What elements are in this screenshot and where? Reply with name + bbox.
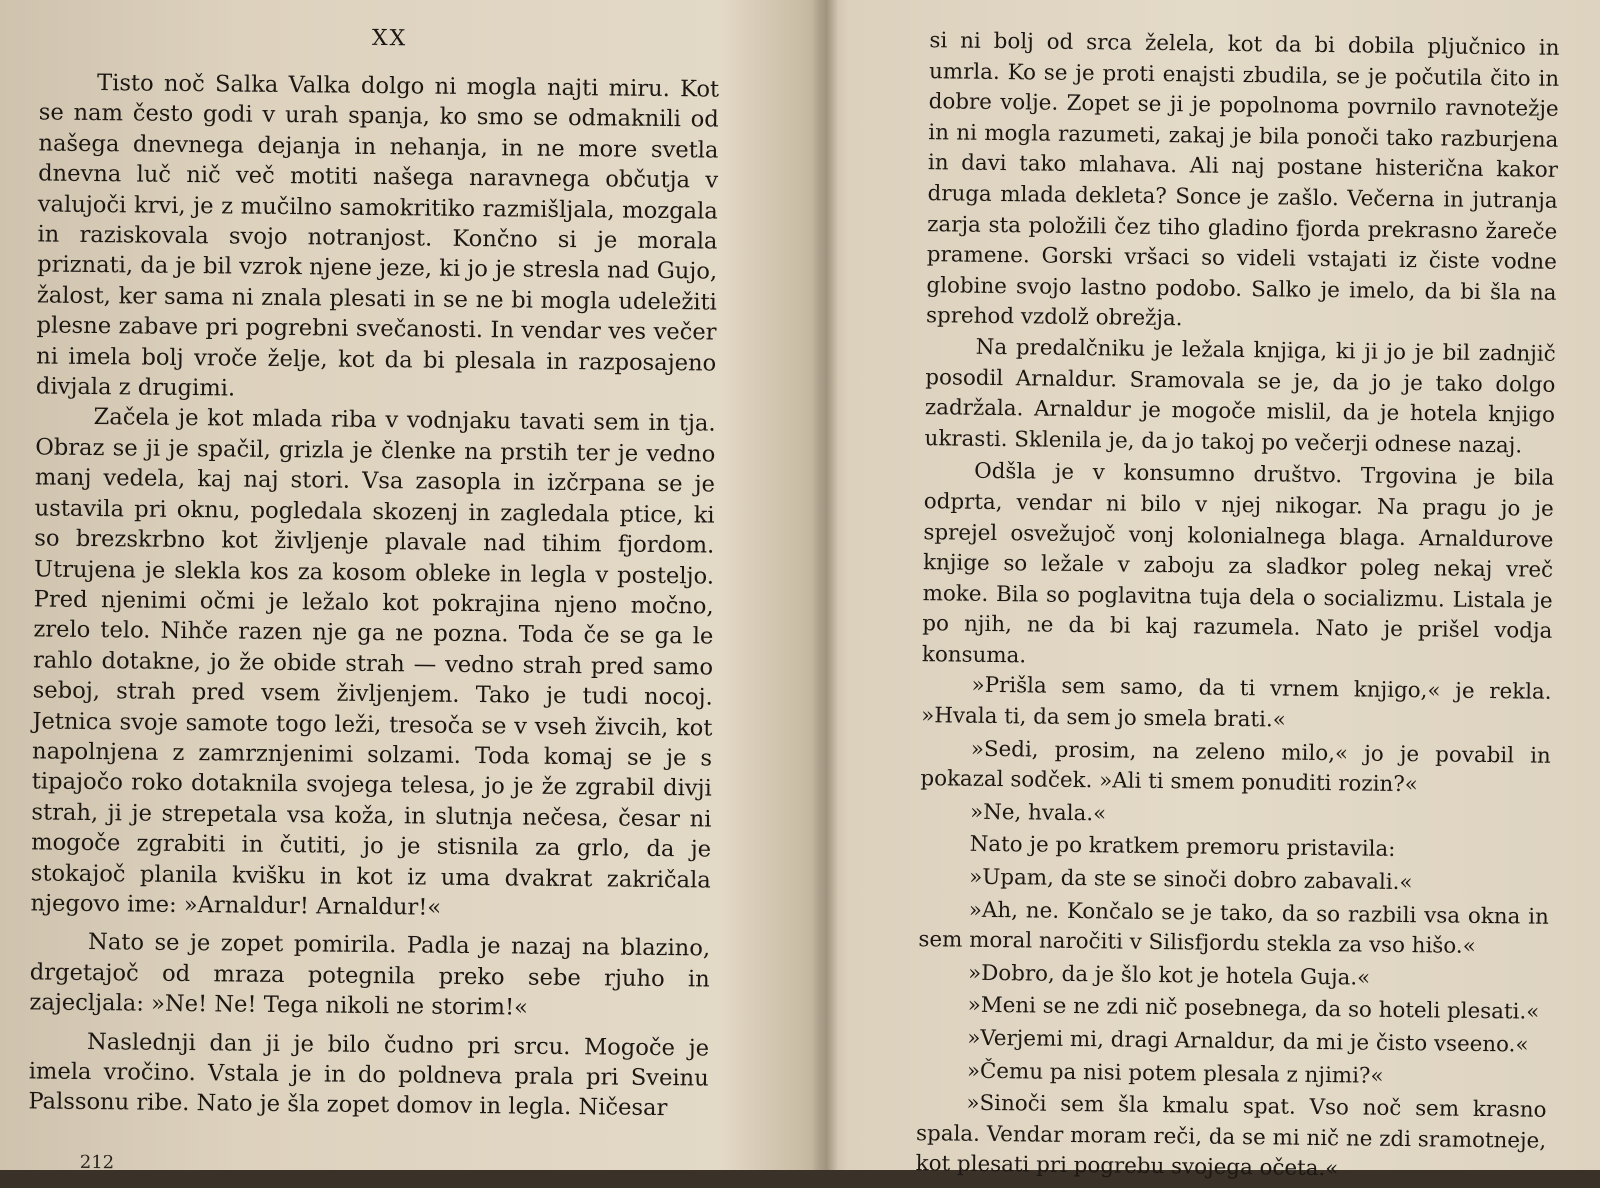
- dialogue-line: »Ne, hvala.«: [969, 799, 1107, 827]
- dialogue-line: »Ah, ne. Končalo se je tako, da so razbili vsa okna in sem moral naročiti v Silisfjordu stekla za vso hišo.«: [918, 897, 1549, 960]
- paragraph: si ni bolj od srca želela, kot da bi dobila pljučnico in umrla. Ko se je proti enajsti zbudila, se je počutila čito in dobre volje. Zopet se ji je popolnoma povrnilo ravnotežje in ni mogla razumeti, zakaj je bila ponoči tako razburjena in davi tako mlahava. Ali naj postane histerična kakor druga mlada dekleta? Sonce je zašlo. Večerna in jutranja zarja sta položili čez tiho gladino fjorda prekrasno žareče pramene. Gorski vršaci so videli vstajati iz čiste vodne globine svojo lastno podobo. Salko je imelo, da bi šla na sprehod vzdolž obrežja.: [925, 28, 1560, 332]
- dialogue-line: »Sedi, prosim, na zeleno milo,« jo je povabil in pokazal sodček. »Ali ti smem ponuditi rozin?«: [920, 736, 1551, 798]
- paragraph: Nato se je zopet pomirila. Padla je nazaj na blazino, drgetajoč od mraza potegnila preko sebe rjuho in zajecljala: »Ne! Ne! Tega nikoli ne storim!«: [29, 929, 711, 1021]
- dialogue-line: »Sinoči sem šla kmalu spat. Vso noč sem krasno spala. Vendar moram reči, da se mi nič ne zdi sramotneje, kot plesati pri pogrebu svojega očeta.«: [915, 1090, 1547, 1182]
- paragraph: Odšla je v konsumno društvo. Trgovina je bila odprta, vendar ni bilo v njej nikogar. Na pragu jo je sprejel osvežujoč vonj kolonialnega blaga. Arnaldurove knjige so ležale v zaboju za sladkor poleg nekaj vreč moke. Bila so poglavitna tuja dela o socializmu. Listala je po njih, ne da bi kaj razumela. Nato je prišel vodja konsuma.: [921, 459, 1555, 669]
- paragraph: Na predalčniku je ležala knjiga, ki ji jo je bil zadnjič posodil Arnaldur. Sramovala se je, da jo je tako dolgo zadržala. Arnaldur je mogoče mislil, da je hotela knjigo ukrasti. Sklenila je, da jo takoj po večerji odnese nazaj.: [924, 334, 1556, 459]
- left-page-body: [28, 67, 719, 1124]
- paragraph: Nato je po kratkem premoru pristavila:: [969, 832, 1396, 863]
- paragraph: Tisto noč Salka Valka dolgo ni mogla najti miru. Kot se nam često godi v urah spanja, ko smo se odmaknili od našega dnevnega dejanja in nehanja, in ne more svetla dnevna luč nič več motiti našega naravnega občutja v valujoči krvi, je z mučilno samokritiko razmišljala, mozgala in raziskovala svojo notranjost. Končno si je morala priznati, da je bil vzrok njene jeze, ki jo je stresla nad Gujo, žalost, ker sama ni znala plesati in se ne bi mogla udeležiti plesne zabave pri pogrebni svečanosti. In vendar ves večer ni imela bolj vroče želje, kot da bi plesala in razposajeno divjala z drugimi.: [35, 70, 720, 402]
- page-number: 212: [79, 1151, 115, 1174]
- dialogue-line: »Meni se ne zdi nič posebnega, da so hoteli plesati.«: [967, 993, 1540, 1026]
- right-page: [915, 0, 1560, 1182]
- dialogue-line: »Čemu pa nisi potem plesala z njimi?«: [966, 1058, 1384, 1089]
- dialogue-line: »Upam, da ste se sinoči dobro zabavali.«: [969, 864, 1413, 896]
- dialogue-line: »Prišla sem samo, da ti vrnem knjigo,« je rekla. »Hvala ti, da sem jo smela brati.«: [921, 673, 1552, 733]
- paragraph: Začela je kot mlada riba v vodnjaku tavati sem in tja. Obraz se ji je spačil, grizla je členke na prstih ter je vedno manj vedela, kaj naj stori. Vsa zasopla in izčrpana se je ustavila pri oknu, pogledala skozenj in zagledala ptice, ki so brezskrbno kot življenje plavale nad tihim fjordom. Utrujena je slekla kos za kosom obleke in legla v posteljo. Pred njenimi očmi je ležalo kot pokrajina njeno močno, zrelo telo. Nihče razen nje ga ne pozna. Toda če se ga le rahlo dotakne, jo že obide strah — vedno strah pred samo seboj, strah pred vsem življenjem. Tako je tudi nocoj. Jetnica svoje samote togo leži, tresoča se v vseh živcih, kot napolnjena z zamrznjenimi solzami. Toda komaj se je s tipajočo roko dotaknila svojega telesa, jo je že zgrabil divji strah, ji je strepetala vsa koža, in slutnja nečesa, česar ni mogoče zgrabiti in čutiti, jo je stisnila za grlo, da je stokajoč planila kvišku in kot iz uma dvakrat zakričala njegovo ime: »Arnaldur! Arnaldur!«: [30, 404, 716, 921]
- left-page: [28, 0, 720, 1173]
- dialogue-line: »Verjemi mi, dragi Arnaldur, da mi je čisto vseeno.«: [967, 1025, 1529, 1058]
- paragraph: Naslednji dan ji je bilo čudno pri srcu. Mogoče je imela vročino. Vstala je in do poldneva prala pri Sveinu Palssonu ribe. Nato je šla zopet domov in legla. Ničesar: [28, 1028, 710, 1122]
- right-page-body: [916, 26, 1560, 1188]
- dialogue-line: »Dobro, da je šlo kot je hotela Guja.«: [967, 960, 1371, 991]
- chapter-heading: XX: [371, 25, 408, 52]
- book-gutter: [812, 0, 838, 1170]
